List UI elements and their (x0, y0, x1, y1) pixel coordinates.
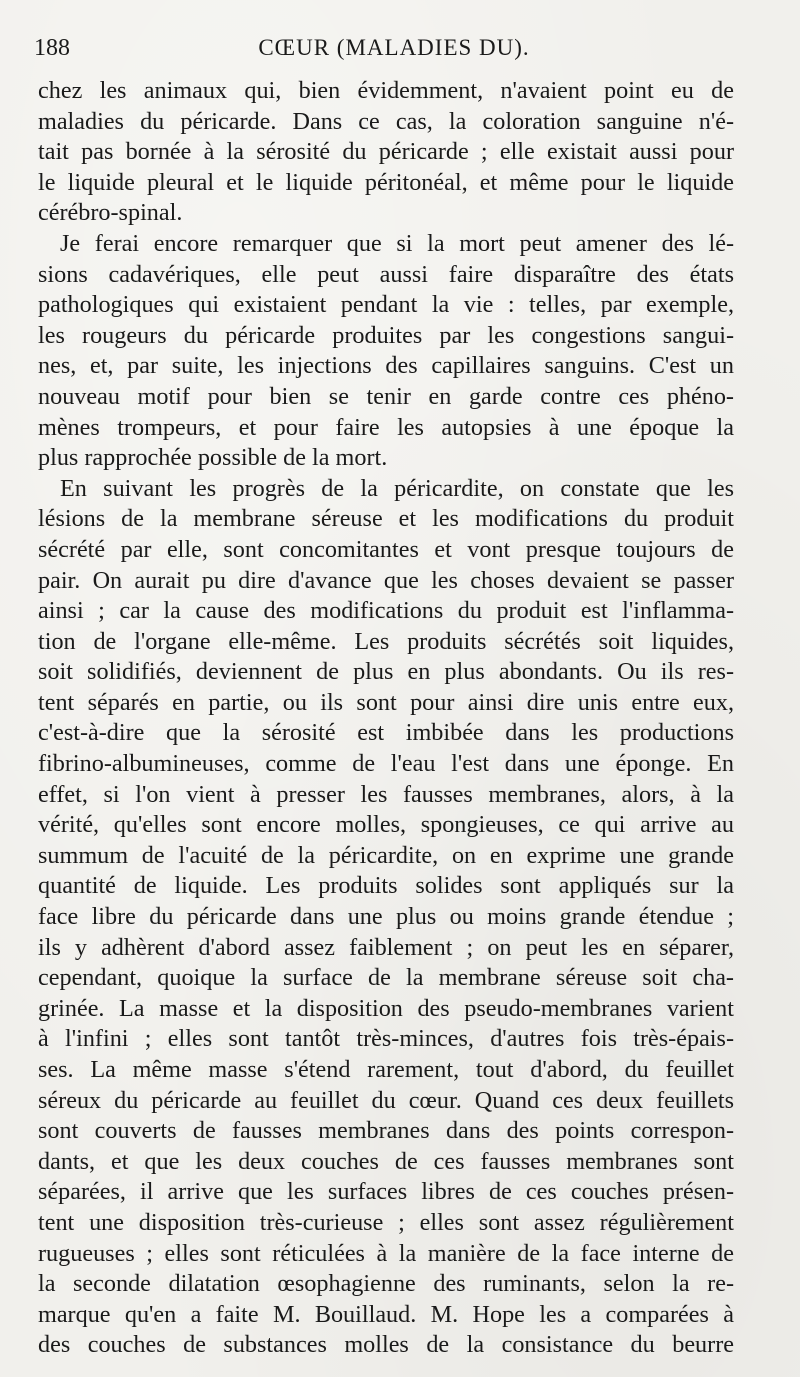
text-line: fibrino-albumineuses, comme de l'eau l'est dans une éponge. En (38, 750, 734, 778)
text-line: séreux du péricarde au feuillet du cœur. Quand ces deux feuillets (38, 1086, 734, 1114)
text-line: le liquide pleural et le liquide péritonéal, et même pour le liquide (38, 168, 734, 196)
text-line: tait pas bornée à la sérosité du péricarde ; elle existait aussi pour (38, 138, 734, 166)
text-line: ses. La même masse s'étend rarement, tout d'abord, du feuillet (38, 1056, 734, 1083)
text-line: cependant, quoique la surface de la membrane séreuse soit cha- (38, 964, 734, 992)
text-line: plus rapprochée possible de la mort. (38, 444, 388, 472)
text-line: sions cadavériques, elle peut aussi faire disparaître des états (38, 260, 734, 288)
text-line: la seconde dilatation œsophagienne des ruminants, selon la re- (38, 1270, 734, 1298)
text-line: summum de l'acuité de la péricardite, on en exprime une grande (38, 841, 734, 869)
text-line: dants, et que les deux couches de ces fausses membranes sont (38, 1147, 734, 1175)
text-line: lésions de la membrane séreuse et les modifications du produit (38, 505, 734, 533)
text-line: face libre du péricarde dans une plus ou moins grande étendue ; (38, 903, 734, 931)
paragraph-start-line: En suivant les progrès de la péricardite, on constate que les (60, 474, 734, 502)
text-line: vérité, qu'elles sont encore molles, spongieuses, ce qui arrive au (38, 811, 734, 839)
text-line: rugueuses ; elles sont réticulées à la manière de la face interne de (38, 1239, 734, 1267)
text-line: tion de l'organe elle-même. Les produits sécrétés soit liquides, (38, 627, 734, 655)
text-line: maladies du péricarde. Dans ce cas, la coloration sanguine n'é- (38, 107, 734, 135)
text-line: grinée. La masse et la disposition des pseudo-membranes varient (38, 994, 734, 1022)
body-text (38, 76, 734, 1361)
page-header (34, 30, 734, 66)
text-line: marque qu'en a faite M. Bouillaud. M. Hope les a comparées à (38, 1300, 734, 1328)
text-line: pathologiques qui existaient pendant la vie : telles, par exemple, (38, 291, 734, 319)
text-line: cérébro-spinal. (38, 199, 183, 227)
text-line: des couches de substances molles de la consistance du beurre (38, 1331, 734, 1359)
text-line: quantité de liquide. Les produits solides sont appliqués sur la (38, 872, 734, 900)
text-line: chez les animaux qui, bien évidemment, n'avaient point eu de (38, 77, 734, 104)
text-line: nouveau motif pour bien se tenir en garde contre ces phéno- (38, 382, 734, 410)
text-line: pair. On aurait pu dire d'avance que les choses devaient se passer (38, 566, 734, 594)
paragraph-start-line: Je ferai encore remarquer que si la mort peut amener des lé- (60, 229, 734, 257)
text-line: sécrété par elle, sont concomitantes et vont presque toujours de (38, 535, 734, 563)
page-number: 188 (34, 35, 70, 61)
text-line: effet, si l'on vient à presser les fausses membranes, alors, à la (38, 780, 734, 808)
text-line: les rougeurs du péricarde produites par les congestions sangui- (38, 321, 734, 349)
text-line: à l'infini ; elles sont tantôt très-minces, d'autres fois très-épais- (38, 1025, 734, 1053)
text-line: ainsi ; car la cause des modifications du produit est l'inflamma- (38, 597, 734, 625)
text-line: sont couverts de fausses membranes dans des points correspon- (38, 1117, 734, 1145)
text-line: tent une disposition très-curieuse ; elles sont assez régulièrement (38, 1208, 734, 1236)
text-line: tent séparés en partie, ou ils sont pour ainsi dire unis entre eux, (38, 688, 734, 716)
text-line: séparées, il arrive que les surfaces libres de ces couches présen- (38, 1178, 734, 1206)
text-line: c'est-à-dire que la sérosité est imbibée dans les productions (38, 719, 734, 747)
text-line: nes, et, par suite, les injections des capillaires sanguins. C'est un (38, 352, 734, 380)
text-line: soit solidifiés, deviennent de plus en plus abondants. Ou ils res- (38, 658, 734, 686)
running-title: CŒUR (MALADIES DU). (258, 35, 530, 60)
text-line: mènes trompeurs, et pour faire les autopsies à une époque la (38, 413, 734, 441)
text-line: ils y adhèrent d'abord assez faiblement ; on peut les en séparer, (38, 933, 734, 961)
